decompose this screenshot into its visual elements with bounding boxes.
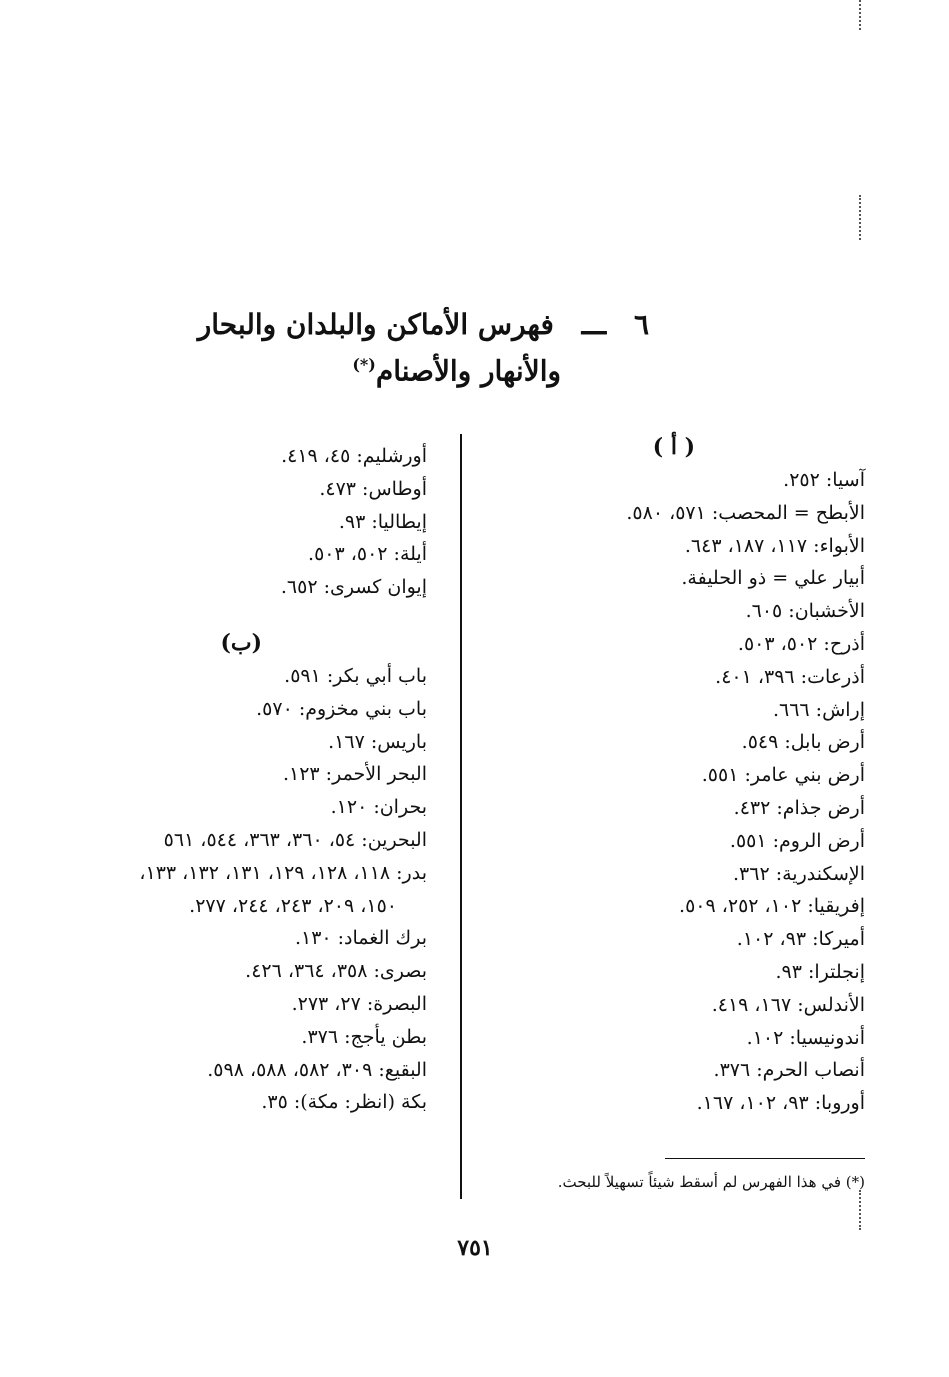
title-text-line1: فهرس الأماكن والبلدان والبحار (197, 308, 554, 341)
index-entry: أذرعات: ٣٩٦، ٤٠١. (715, 665, 865, 688)
index-entry: الأخشبان: ٦٠٥. (745, 600, 865, 623)
index-entry: أندونيسيا: ١٠٢. (746, 1026, 865, 1049)
index-entry: الإسكندرية: ٣٦٢. (733, 862, 865, 885)
index-number: ٦ (633, 308, 649, 341)
index-entry: إيوان كسرى: ٦٥٢. (280, 576, 427, 599)
index-entry: إفريقيا: ١٠٢، ٢٥٢، ٥٠٩. (679, 895, 865, 918)
index-entry: بطن يأجج: ٣٧٦. (301, 1025, 427, 1048)
index-entry: بحران: ١٢٠. (330, 796, 427, 819)
index-entry: ١٥٠، ٢٠٩، ٢٤٣، ٢٤٤، ٢٧٧. (189, 894, 397, 917)
index-entry: أرض بابل: ٥٤٩. (741, 731, 865, 754)
index-entry: أورشليم: ٤٥، ٤١٩. (281, 445, 427, 467)
section-gap (47, 604, 427, 626)
index-column-left (47, 440, 427, 1119)
index-entry: إنجلترا: ٩٣. (775, 960, 865, 983)
title-footnote-marker: (*) (352, 355, 376, 374)
index-title-line1 (197, 305, 649, 345)
index-title (197, 305, 649, 391)
edge-dots-mid (857, 195, 861, 240)
page-number: ٧٥١ (457, 1235, 493, 1261)
index-entry: أرض الروم: ٥٥١. (729, 829, 865, 852)
index-entry: برك الغماد: ١٣٠. (294, 927, 427, 950)
index-entry: البقيع: ٣٠٩، ٥٨٢، ٥٨٨، ٥٩٨. (207, 1058, 427, 1081)
entry-list-alif-continued (47, 440, 427, 604)
edge-dots-bottom (857, 1190, 861, 1230)
index-entry: بدر: ١١٨، ١٢٨، ١٢٩، ١٣١، ١٣٢، ١٣٣، (139, 861, 427, 884)
title-text-line2: والأنهار والأصنام (375, 354, 561, 388)
index-entry: أذرح: ٥٠٢، ٥٠٣. (737, 632, 865, 655)
entry-list-ba (47, 660, 427, 1119)
index-entry: أيلة: ٥٠٢، ٥٠٣. (308, 543, 427, 566)
edge-dots-top (857, 0, 861, 30)
footnote: (*) في هذا الفهرس لم أسقط شيئاً تسهيلاً للبحث. (557, 1173, 865, 1191)
index-entry: البحرين: ٥٤، ٣٦٠، ٣٦٣، ٥٤٤، ٥٦١ (163, 828, 427, 851)
index-title-line2 (229, 345, 561, 391)
index-entry: الأندلس: ١٦٧، ٤١٩. (711, 993, 865, 1016)
footnote-rule (665, 1158, 865, 1159)
index-entry: باريس: ١٦٧. (328, 730, 427, 753)
index-entry: أميركا: ٩٣، ١٠٢. (736, 928, 865, 951)
entry-list-alif (485, 464, 865, 1120)
index-entry: أنصاب الحرم: ٣٧٦. (713, 1059, 865, 1082)
section-heading-alif: ( أ ) (652, 434, 695, 460)
index-column-right (485, 430, 865, 1120)
index-entry: الأبواء: ١١٧، ١٨٧، ٦٤٣. (684, 534, 865, 557)
index-entry: باب أبي بكر: ٥٩١. (284, 664, 427, 687)
index-entry: إراش: ٦٦٦. (772, 698, 865, 721)
title-dash: ـــ (581, 308, 607, 341)
index-entry: آسيا: ٢٥٢. (783, 469, 865, 491)
index-entry: أبيار علي = ذو الحليفة. (681, 567, 865, 590)
index-entry: الأبطح = المحصب: ٥٧١، ٥٨٠. (626, 501, 865, 524)
index-entry: أوروبا: ٩٣، ١٠٢، ١٦٧. (696, 1092, 865, 1115)
section-heading-ba: (ب) (220, 629, 262, 656)
index-entry: باب بني مخزوم: ٥٧٠. (256, 697, 427, 720)
index-entry: البصرة: ٢٧، ٢٧٣. (291, 992, 427, 1015)
index-entry: بصرى: ٣٥٨، ٣٦٤، ٤٢٦. (245, 960, 427, 983)
index-entry: إيطاليا: ٩٣. (338, 510, 427, 533)
index-entry: البحر الأحمر: ١٢٣. (282, 763, 427, 786)
index-entry: أرض بني عامر: ٥٥١. (701, 764, 865, 787)
index-entry: أوطاس: ٤٧٣. (319, 477, 427, 500)
index-entry: بكة (انظر: مكة): ٣٥. (261, 1091, 427, 1114)
index-entry: أرض جذام: ٤٣٢. (733, 796, 865, 819)
column-divider (460, 434, 462, 1199)
